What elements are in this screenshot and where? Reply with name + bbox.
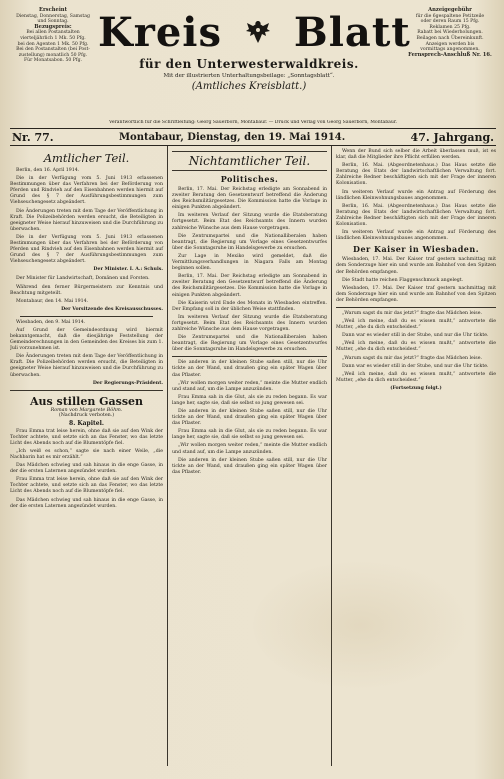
- novel-paragraph: „Weil ich meine, daß du es wissen mußt,“ antwortete die Mutter, „ehe du dich entscheidest.“: [336, 319, 496, 331]
- novel-paragraph: „Wir wollen morgen weiter reden,“ meinte die Mutter endlich und stand auf, um die Lampe anzuzünden.: [172, 380, 327, 392]
- article-paragraph: Die Stadt hatte reichen Flaggenschmuck angelegt.: [342, 277, 464, 283]
- article-paragraph: Die in der Verfügung vom 5. Juni 1913 erlassenen Bestimmungen über das Verfahren bei der Beförderung von Pferden und Rindvieh auf den Eisenbahnen werden hiermit auf Grund des § 7 der Ausführungsbestimmungen zum Viehseuchengesetz abgeändert.: [10, 234, 163, 265]
- article-paragraph: Berlin, 16. Mai. (Abgeordnetenhaus.) Das Haus setzte die Beratung des Etats der landwirtschaftlichen Verwaltung fort. Zahlreiche Redner beschäftigten sich mit der Frage der inneren Kolonisation.: [336, 203, 496, 228]
- novel-paragraph: Dann war es wieder still in der Stube, und nur die Uhr tickte.: [342, 363, 489, 369]
- article-paragraph: Wiesbaden, den 9. Mai 1914.: [16, 319, 86, 325]
- left-note-line: vierteljährlich 1 Mk. 50 Pfg.: [20, 35, 86, 41]
- right-note-line: Anzeigen werden bis: [425, 41, 475, 47]
- column-3: [332, 146, 496, 766]
- novel-paragraph: „Wir wollen morgen weiter reden,“ meinte die Mutter endlich und stand auf, um die Lampe anzuzünden.: [172, 443, 327, 455]
- right-note-line: Beilagen nach Übereinkunft.: [416, 35, 484, 41]
- column-1: [10, 146, 168, 766]
- imprint-line: Verantwortlich für die Schriftleitung: Georg Sauerborn, Montabaur. — Druck und Verlag von Georg Sauerborn, Montabaur.: [108, 120, 398, 125]
- novel-author: Roman von Margarete Böhm.: [50, 407, 123, 413]
- article-paragraph: Wiesbaden, 17. Mai. Der Kaiser traf gestern nachmittag mit dem Sonderzuge hier ein und wurde am Bahnhof von den Spitzen der Behörden empfangen.: [336, 285, 496, 303]
- serial-novel-heading: [10, 395, 163, 427]
- title-left: Kreis: [98, 9, 223, 56]
- article-paragraph: Auf Grund der Gemeindeordnung wird hiermit bekanntgemacht, daß die diesjährige Feststellung der Gemeinderechnungen in den Gemeinden des Kreises bis zum 1. Juli vorzunehmen ist.: [10, 327, 163, 352]
- article-paragraph: Berlin, 17. Mai. Der Reichstag erledigte am Sonnabend in zweiter Beratung den Gesetzentwurf betreffend die Änderung des Reichsmilitärgesetzes. Die Kommission hatte die Vorlage in einigen Punkten abgeändert.: [172, 274, 327, 298]
- section-divider: [172, 356, 327, 357]
- novel-paragraph: Dann war es wieder still in der Stube, und nur die Uhr tickte.: [342, 333, 489, 339]
- novel-paragraph: Frau Emma sah in die Glut, als sie zu reden begann. Es war lange her, sagte sie, daß sie selbst so jung gewesen sei.: [172, 394, 327, 406]
- article-paragraph: Im weiteren Verlauf wurde ein Antrag auf Förderung des ländlichen Kleinwohnungsbaues angenommen.: [336, 189, 496, 201]
- article-paragraph: Berlin, 17. Mai. Der Reichstag erledigte am Sonnabend in zweiter Beratung den Gesetzentwurf betreffend die Änderung des Reichsmilitärgesetzes. Die Kommission hatte die Vorlage in einigen Punkten abgeändert.: [172, 187, 327, 211]
- signature-line: Der Regierungs-Präsident.: [92, 380, 163, 386]
- eagle-emblem-icon: [243, 17, 273, 47]
- issue-volume: 47. Jahrgang.: [410, 130, 494, 144]
- right-note-line: oder deren Raum 15 Pfg.: [420, 19, 480, 25]
- novel-paragraph: Die anderen in der kleinen Stube saßen still, nur die Uhr tickte an der Wand, und draußen ging ein später Wagen über das Pflaster.: [172, 409, 327, 427]
- section-heading-official: Amtlicher Teil.: [43, 151, 130, 165]
- article-paragraph: Im weiteren Verlauf der Sitzung wurde die Etatsberatung fortgesetzt. Beim Etat des Reichsamts des Innern wurden zahlreiche Wünsche aus dem Hause vorgetragen.: [172, 213, 327, 231]
- newspaper-subtitle: für den Unterwesterwaldkreis.: [139, 57, 359, 71]
- supplement-note: Mit der illustrierten Unterhaltungsbeilage: „Sonntagsblatt“.: [163, 73, 335, 79]
- article-paragraph: Berlin, den 16. April 1914.: [16, 168, 80, 173]
- left-note-line: zustellung) monatlich 50 Pfg.: [18, 52, 88, 58]
- article-columns: [10, 146, 496, 766]
- article-paragraph: Wiesbaden, 17. Mai. Der Kaiser traf gestern nachmittag mit dem Sonderzuge hier ein und wurde am Bahnhof von den Spitzen der Behörden empfangen.: [336, 257, 496, 275]
- novel-paragraph: „Warum sagst du mir das jetzt?“ fragte das Mädchen leise.: [342, 355, 482, 361]
- novel-paragraph: „Warum sagst du mir das jetzt?“ fragte das Mädchen leise.: [342, 310, 482, 316]
- article-paragraph: Im weiteren Verlauf wurde ein Antrag auf Förderung des ländlichen Kleinwohnungsbaues angenommen.: [336, 230, 496, 242]
- left-note-line: bei den Agenten 1 Mk. 50 Pfg.: [17, 41, 89, 47]
- article-paragraph: Montabaur, den 14. Mai 1914.: [16, 298, 89, 304]
- left-note-line: Für Monatsabon. 50 Pfg.: [24, 58, 82, 64]
- left-note-line: und Sonntag.: [37, 19, 69, 25]
- subscription-info: [10, 8, 96, 64]
- article-paragraph: Die Zentrumspartei und die Nationalliberalen haben beantragt, die Regierung um Vorlage eines Gesetzentwurfes über die Sonntagsruhe im Handelsgewerbe zu ersuchen.: [172, 233, 327, 251]
- novel-title: Aus stillen Gassen: [29, 394, 144, 408]
- article-paragraph: Während den ferner Bürgermeistern zur Kenntnis und Beachtung mitgeteilt.: [10, 284, 163, 296]
- article-paragraph: Zur Lage in Mexiko wird gemeldet, daß die Vermittlungsverhandlungen in Niagara Falls am Montag beginnen sollen.: [172, 253, 327, 272]
- continuation-note: (Fortsetzung folgt.): [390, 385, 442, 391]
- masthead: [10, 6, 496, 129]
- headline-kaiser-wiesbaden: Der Kaiser in Wiesbaden.: [353, 244, 479, 255]
- article-paragraph: Wenn der Bund sich selber die Arbeit überlassen muß, ist es klar, daß die Mitglieder ihre Pflicht erfüllen werden.: [336, 149, 496, 161]
- article-paragraph: Die Zentrumspartei und die Nationalliberalen haben beantragt, die Regierung um Vorlage eines Gesetzentwurfes über die Sonntagsruhe im Handelsgewerbe zu ersuchen.: [172, 335, 327, 353]
- article-paragraph: Die Änderungen treten mit dem Tage der Veröffentlichung in Kraft. Die Polizeibehörden werden ersucht, die Beteiligten in geeigneter Weise hierauf hinzuweisen und die Durchführung zu überwachen.: [10, 354, 163, 378]
- novel-paragraph: Die anderen in der kleinen Stube saßen still, nur die Uhr tickte an der Wand, und draußen ging ein später Wagen über das Pflaster.: [172, 457, 327, 475]
- left-note-line: Erscheint: [39, 7, 67, 13]
- left-note-line: Bezugspreis:: [34, 23, 72, 30]
- novel-paragraph: Die anderen in der kleinen Stube saßen still, nur die Uhr tickte an der Wand, und draußen ging ein später Wagen über das Pflaster.: [172, 360, 327, 378]
- section-heading-unofficial: Nichtamtlicher Teil.: [172, 151, 327, 171]
- novel-paragraph: Frau Emma trat leise herein, ohne daß sie auf den Wink der Tochter achtete, und setzte sich an das Fenster, wo das letzte Licht des Abends noch auf die Blumentöpfe fiel.: [10, 477, 163, 495]
- novel-paragraph: „Weil ich meine, daß du es wissen mußt,“ antwortete die Mutter, „ehe du dich entscheidest.“: [336, 371, 496, 383]
- article-paragraph: Im weiteren Verlauf der Sitzung wurde die Etatsberatung fortgesetzt. Beim Etat des Reichsamts des Innern wurden zahlreiche Wünsche aus dem Hause vorgetragen.: [172, 314, 327, 332]
- title-right: Blatt: [293, 9, 411, 56]
- newspaper-title: [98, 9, 411, 56]
- novel-paragraph: Das Mädchen schwieg und sah hinaus in die enge Gasse, in der die ersten Laternen angezündet wurden.: [10, 497, 163, 509]
- article-paragraph: Die Kaiserin wird Ende des Monats in Wiesbaden eintreffen. Der Empfang soll in der üblichen Weise stattfinden.: [172, 300, 327, 312]
- article-paragraph: Die in der Verfügung vom 5. Juni 1913 erlassenen Bestimmungen über das Verfahren bei der Beförderung von Pferden und Rindvieh auf den Eisenbahnen werden hiermit auf Grund des § 7 der Ausführungsbestimmungen zum Viehseuchengesetz abgeändert.: [10, 176, 163, 206]
- left-note-line: Bei den Postanstalten (bei Post-: [16, 47, 90, 53]
- subsection-politics: Politisches.: [220, 174, 279, 184]
- signature-line: Der Vorsitzende des Kreisausschusses.: [61, 306, 163, 312]
- article-paragraph: Berlin, 16. Mai. (Abgeordnetenhaus.) Das Haus setzte die Beratung des Etats der landwirtschaftlichen Verwaltung fort. Zahlreiche Redner beschäftigten sich mit der Frage der inneren Kolonisation.: [336, 163, 496, 187]
- title-block: [98, 6, 411, 92]
- right-note-line: Fernsprech-Anschluß Nr. 16.: [408, 51, 492, 58]
- article-paragraph: Der Minister für Landwirtschaft, Domänen und Forsten.: [16, 276, 150, 282]
- section-divider: [10, 390, 163, 391]
- right-note-line: vormittags angenommen.: [420, 47, 480, 53]
- right-note-line: Anzeigegebühr: [428, 7, 472, 13]
- section-divider: [20, 316, 153, 317]
- novel-chapter: 8. Kapitel.: [69, 419, 104, 427]
- right-note-line: für die 6gespaltene Petitzeile: [415, 13, 485, 19]
- signature-line: Der Minister. I. A.: Schuls.: [93, 267, 163, 273]
- novel-paragraph: „Ich weiß es schon,“ sagte sie nach einer Weile, „die Nachbarin hat es mir erzählt.“: [10, 448, 163, 460]
- novel-paragraph: Frau Emma sah in die Glut, als sie zu reden begann. Es war lange her, sagte sie, daß sie selbst so jung gewesen sei.: [172, 429, 327, 441]
- official-gazette-label: (Amtliches Kreisblatt.): [191, 81, 307, 92]
- section-divider: [336, 307, 496, 308]
- left-note-line: Dienstag, Donnerstag, Samstag: [16, 13, 90, 19]
- novel-paragraph: Frau Emma trat leise herein, ohne daß sie auf den Wink der Tochter achtete, und setzte sich an das Fenster, wo das letzte Licht des Abends noch auf die Blumentöpfe fiel.: [10, 428, 163, 446]
- column-2: [168, 146, 332, 766]
- issue-number: Nr. 77.: [12, 130, 54, 144]
- novel-paragraph: Das Mädchen schwieg und sah hinaus in die enge Gasse, in der die ersten Laternen angezündet wurden.: [10, 463, 163, 475]
- novel-reprint-note: (Nachdruck verboten.): [58, 412, 115, 418]
- advertising-info: [404, 8, 496, 58]
- article-paragraph: Die Änderungen treten mit dem Tage der Veröffentlichung in Kraft. Die Polizeibehörden werden ersucht, die Beteiligten in geeigneter Weise hierauf hinzuweisen und die Durchführung zu überwachen.: [10, 208, 163, 232]
- right-note-line: Reklamen 25 Pfg.: [429, 24, 471, 30]
- issue-date: Montabaur, Dienstag, den 19. Mai 1914.: [118, 131, 346, 143]
- novel-paragraph: „Weil ich meine, daß du es wissen mußt,“ antwortete die Mutter, „ehe du dich entscheidest.“: [336, 341, 496, 353]
- left-note-line: Bei allen Postanstalten: [26, 30, 80, 36]
- right-note-line: Rabatt bei Wiederholungen.: [417, 30, 483, 36]
- issue-bar: [10, 129, 496, 146]
